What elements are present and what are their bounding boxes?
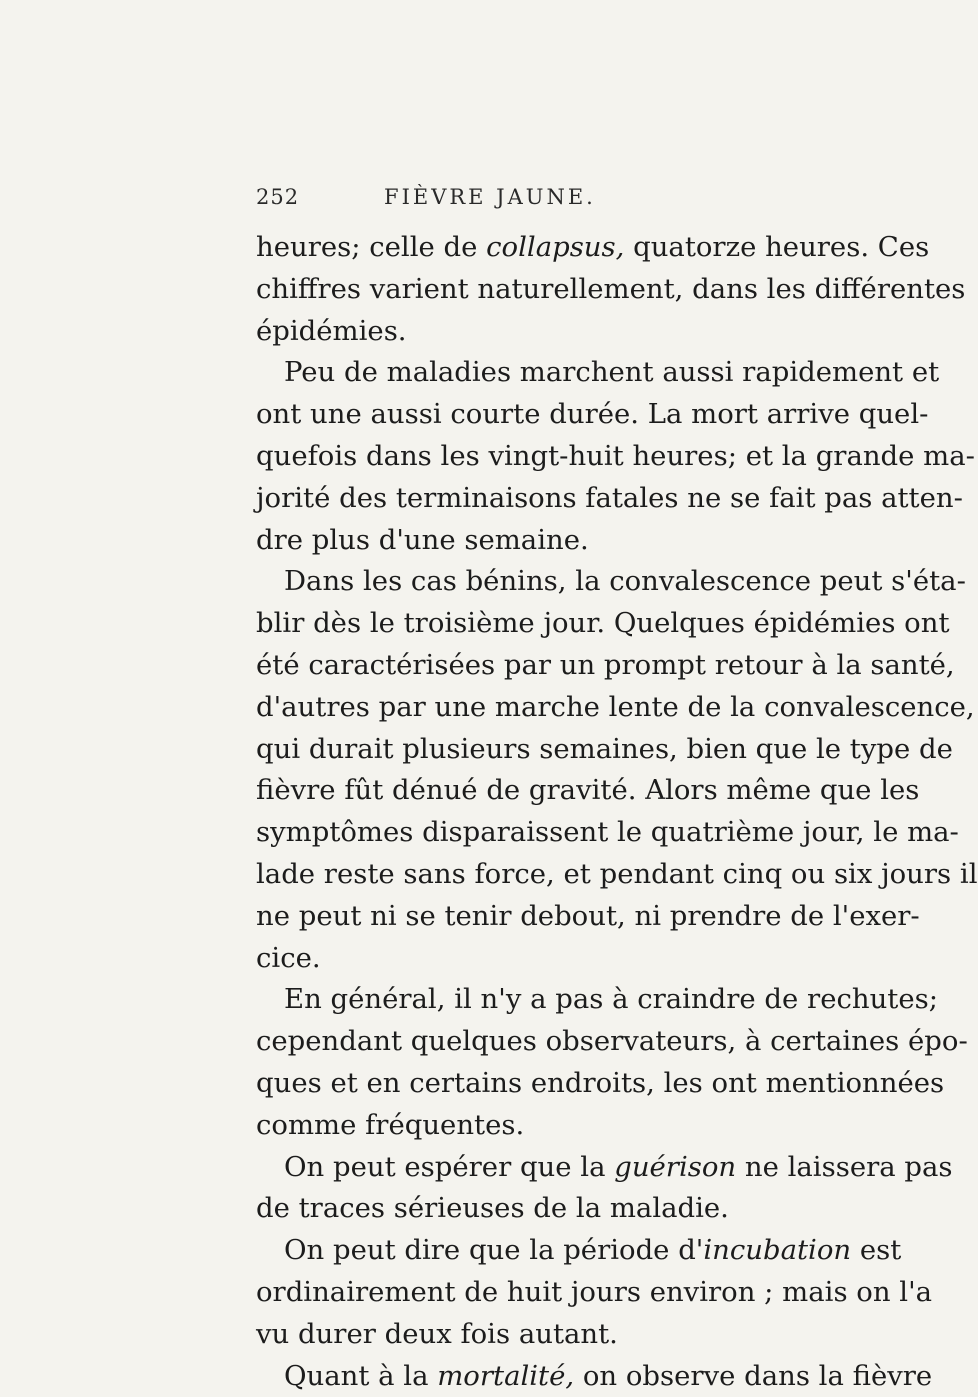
text-line (256, 269, 966, 311)
body-text (256, 227, 978, 1397)
italic-term: collapsus, (486, 231, 625, 263)
text-segment: fièvre fût dénué de gravité. Alors même que les (256, 774, 920, 807)
text-line (256, 979, 938, 1021)
text-segment: été caractérisées par un prompt retour à la santé, (256, 648, 955, 681)
text-segment: d'autres par une marche lente de la convalescence, (256, 690, 975, 723)
text-segment: qui durait plusieurs semaines, bien que le type de (256, 732, 953, 765)
text-line (256, 1021, 968, 1063)
text-segment: épidémies. (256, 314, 407, 347)
text-line (256, 938, 688, 980)
text-line (256, 1230, 902, 1272)
text-line (256, 352, 940, 394)
text-segment: ont une aussi courte durée. La mort arrive quel- (256, 398, 929, 431)
text-line (256, 729, 953, 771)
text-segment: On peut dire que la période d' (284, 1234, 704, 1267)
text-segment: comme fréquentes. (256, 1108, 525, 1141)
text-line (256, 478, 963, 520)
text-line (256, 1272, 933, 1314)
text-line (256, 561, 966, 603)
text-segment: Dans les cas bénins, la convalescence peut s'éta- (284, 565, 966, 598)
text-segment: de traces sérieuses de la maladie. (256, 1192, 729, 1225)
text-segment: Peu de maladies marchent aussi rapidement et (284, 356, 940, 389)
text-line (256, 1188, 729, 1230)
text-segment: ne laissera pas (736, 1150, 953, 1183)
text-line (256, 1314, 688, 1356)
text-line (256, 311, 688, 353)
text-segment: ordinairement de huit jours environ ; mais on l'a (256, 1275, 933, 1308)
text-line (256, 687, 975, 729)
text-segment: Quant à la (284, 1359, 438, 1392)
text-line (256, 520, 688, 562)
text-segment: ne peut ni se tenir debout, ni prendre de l'exer- (256, 899, 920, 932)
text-segment: On peut espérer que la (284, 1150, 615, 1183)
italic-term: guérison (614, 1150, 737, 1183)
text-segment: est (851, 1234, 902, 1267)
text-line (256, 1105, 688, 1147)
italic-term: mortalité, (437, 1359, 575, 1392)
text-line (256, 603, 950, 645)
text-segment: dre plus d'une semaine. (256, 523, 589, 556)
text-line (256, 645, 955, 687)
text-segment: ques et en certains endroits, les ont mentionnées (256, 1066, 945, 1099)
text-segment: quefois dans les vingt-huit heures; et la grande ma- (256, 439, 975, 472)
running-title: FIÈVRE JAUNE. (384, 185, 596, 209)
text-segment: chiffres varient naturellement, dans les différentes (256, 272, 966, 305)
text-segment: vu durer deux fois autant. (256, 1317, 618, 1350)
text-line (256, 812, 959, 854)
text-line (256, 896, 920, 938)
text-segment: jorité des terminaisons fatales ne se fait pas atten- (256, 481, 963, 514)
text-segment: on observe dans la fièvre (574, 1359, 933, 1392)
text-segment: quatorze heures. Ces (624, 231, 930, 263)
text-line (256, 394, 929, 436)
text-segment: lade reste sans force, et pendant cinq ou six jours il (256, 857, 978, 890)
text-line (256, 1063, 945, 1105)
page-number: 252 (256, 185, 300, 209)
text-line (256, 1356, 933, 1397)
text-line (256, 1147, 953, 1189)
page-header (256, 185, 676, 215)
text-line (256, 436, 975, 478)
italic-term: incubation (703, 1234, 852, 1267)
text-line (256, 227, 930, 269)
text-segment: symptômes disparaissent le quatrième jour, le ma- (256, 816, 959, 849)
text-segment: heures; celle de (256, 231, 487, 263)
text-segment: cependant quelques observateurs, à certaines épo- (256, 1025, 968, 1058)
text-segment: cice. (256, 941, 321, 974)
text-segment: blir dès le troisième jour. Quelques épidémies ont (256, 607, 950, 640)
text-line (256, 854, 978, 896)
text-line (256, 770, 920, 812)
text-segment: En général, il n'y a pas à craindre de rechutes; (284, 983, 938, 1016)
